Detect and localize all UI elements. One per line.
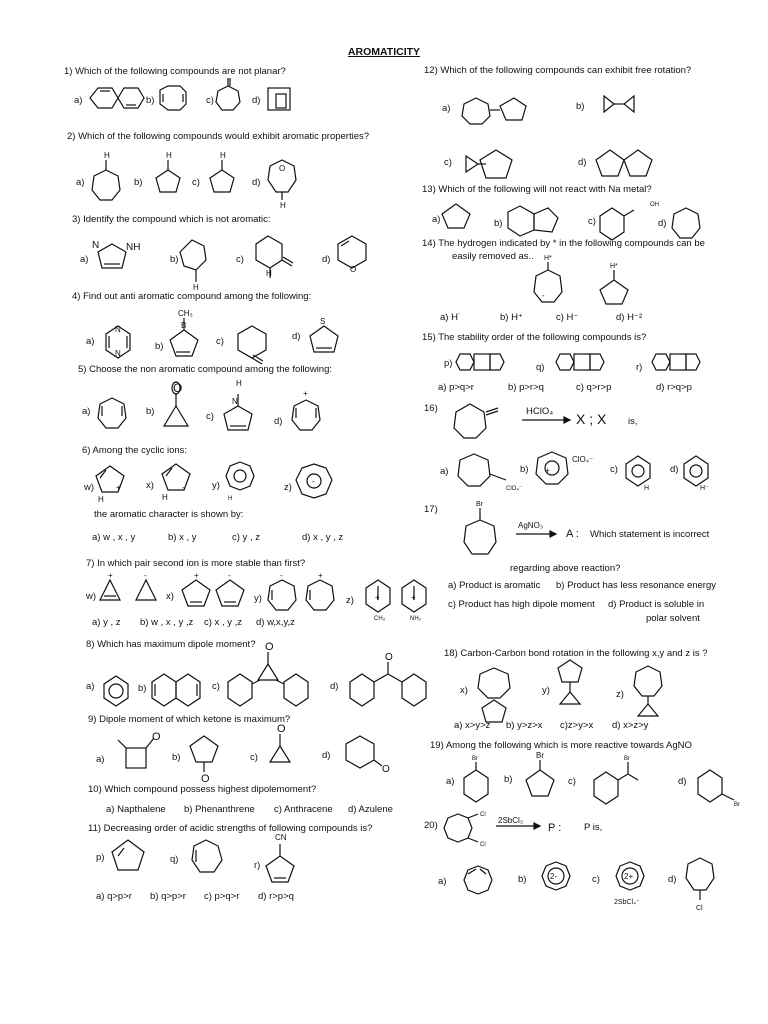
q1c-structure xyxy=(216,78,240,110)
q11p-structure xyxy=(112,840,144,870)
q12d-structure xyxy=(596,150,652,176)
q14a-structure xyxy=(534,262,562,302)
q4b-atom-B: B xyxy=(181,321,187,330)
q16-number: 16) xyxy=(424,403,438,414)
q6-ans-d: d) x , y , z xyxy=(302,532,344,543)
q20-counterion: 2SbCl₄⁻ xyxy=(614,899,640,906)
q8-question: 8) Which has maximum dipole moment? xyxy=(86,639,256,650)
q18-label-x: x) xyxy=(460,685,468,696)
q19-opt-d: d) xyxy=(678,776,687,787)
q3c-atom-H: H xyxy=(266,269,272,278)
q17-ans-a: a) Product is aromatic xyxy=(448,580,541,591)
q9-opt-c: c) xyxy=(250,752,258,763)
q7-ans-d: d) w,x,y,z xyxy=(256,617,295,628)
q6-label-y: y) xyxy=(212,480,220,491)
q13-opt-b: b) xyxy=(494,218,503,229)
q20-reactant xyxy=(444,814,478,842)
q6-question: 6) Among the cyclic ions: xyxy=(82,445,188,456)
q3-opt-a: a) xyxy=(80,254,89,265)
q9d-structure xyxy=(346,736,382,768)
q9a-structure xyxy=(118,738,154,768)
q2d-atom-H: H xyxy=(280,201,286,210)
q9-opt-d: d) xyxy=(322,750,331,761)
q6w-charge: + xyxy=(116,483,121,492)
q10-ans-b: b) Phenanthrene xyxy=(184,804,255,815)
q20-atom-Cl2: Cl xyxy=(480,842,486,848)
q13-opt-c: c) xyxy=(588,216,596,227)
q16c-structure xyxy=(626,456,650,486)
q11r-atom-CN: CN xyxy=(275,833,287,842)
q16c-atom-H: H xyxy=(644,485,650,492)
q18-label-y: y) xyxy=(542,685,550,696)
q5b-atom-O: O xyxy=(173,381,183,395)
q11-label-p: p) xyxy=(96,852,105,863)
q19-opt-a: a) xyxy=(446,776,455,787)
q5-opt-c: c) xyxy=(206,411,214,422)
q9c-structure xyxy=(270,734,290,762)
q7-label-x: x) xyxy=(166,591,174,602)
q7w-pair xyxy=(100,580,156,600)
q15q-structure xyxy=(556,354,604,370)
q20-opt-c: c) xyxy=(592,874,600,885)
q13c-atom-OH: OH xyxy=(650,202,659,208)
q17-reactant xyxy=(464,508,496,554)
q9a-atom-O: O xyxy=(152,731,161,743)
q9-opt-a: a) xyxy=(96,754,105,765)
q14-ans-c: c) H⁻ xyxy=(556,312,579,323)
q9b-atom-O: O xyxy=(201,773,210,785)
q12-opt-a: a) xyxy=(442,103,451,114)
q5-opt-b: b) xyxy=(146,406,155,417)
q20-opt-d: d) xyxy=(668,874,677,885)
q3c-structure xyxy=(256,236,293,278)
q7y-charge: - xyxy=(280,571,283,580)
q3a-atom-N: N xyxy=(92,240,100,251)
q1-question: 1) Which of the following compounds are not planar? xyxy=(64,66,286,77)
q16-opt-a: a) xyxy=(440,466,449,477)
q11-ans-b: b) q>p>r xyxy=(150,891,186,902)
q5a-structure xyxy=(98,398,126,428)
q13-question: 13) Which of the following will not react with Na metal? xyxy=(422,184,652,195)
q11r-structure xyxy=(266,844,294,882)
q16-opt-d: d) xyxy=(670,464,679,475)
q14a-atom-H: H* xyxy=(544,255,552,262)
q10-ans-c: c) Anthracene xyxy=(274,804,333,815)
q8-opt-a: a) xyxy=(86,681,95,692)
q15r-structure xyxy=(652,354,700,370)
q6y-atom-H: H xyxy=(228,496,233,502)
q10-question: 10) Which compound possess highest dipolemoment? xyxy=(88,784,317,795)
q11-label-r: r) xyxy=(254,860,261,871)
q19d-atom-Br: Br xyxy=(734,802,740,808)
q20-suffix: P is, xyxy=(584,822,603,833)
q18-ans-b: b) y>z>x xyxy=(506,720,543,731)
q8c-structure xyxy=(228,652,308,706)
q16b-atom-ClO4: ClO₄⁻ xyxy=(572,455,594,464)
q18-ans-d: d) x>z>y xyxy=(612,720,649,731)
q14-question: 14) The hydrogen indicated by * in the following compounds can be xyxy=(422,238,705,249)
q11-ans-c: c) p>q>r xyxy=(204,891,240,902)
q14a-charge: - xyxy=(542,291,545,300)
q17-atom-Br: Br xyxy=(476,501,483,508)
q14-question-cont: easily removed as.. xyxy=(452,251,534,262)
q18x-structure xyxy=(478,668,510,722)
q14-ans-a: a) H˙ xyxy=(440,312,462,323)
q19b-structure xyxy=(526,760,554,796)
q1a-structure xyxy=(90,88,144,108)
q4a-atom-N2: N xyxy=(115,349,121,358)
q4-opt-a: a) xyxy=(86,336,95,347)
q7-ans-b: b) w , x , y ,z xyxy=(140,617,194,628)
q11-ans-d: d) r>p>q xyxy=(258,891,294,902)
q13b-structure xyxy=(508,206,558,236)
q17-ans-c: c) Product has high dipole moment xyxy=(448,599,595,610)
q2d-atom-O: O xyxy=(279,164,286,173)
q5d-charge: + xyxy=(303,389,308,398)
q13d-structure xyxy=(672,208,700,238)
q17-ans-b: b) Product has less resonance energy xyxy=(556,580,717,591)
q16b-structure xyxy=(536,452,568,484)
q6-label-w: w) xyxy=(84,482,95,493)
q7w-charge: + xyxy=(108,571,113,580)
q4-opt-d: d) xyxy=(292,331,301,342)
q16-suffix: is, xyxy=(628,416,638,427)
q7x2-charge: - xyxy=(228,571,231,580)
q8d-structure xyxy=(350,662,426,706)
q16-reactant xyxy=(454,404,498,438)
q1-opt-a: a) xyxy=(74,95,83,106)
q1-opt-b: b) xyxy=(146,95,155,106)
q15-ans-b: b) p>r>q xyxy=(508,382,544,393)
q15-ans-a: a) p>q>r xyxy=(438,382,474,393)
q20b-charge: 2- xyxy=(550,872,558,881)
q10-ans-a: a) Napthalene xyxy=(106,804,166,815)
q8-opt-b: b) xyxy=(138,683,147,694)
q19a-atom-Br: Br xyxy=(472,756,478,762)
q13c-structure xyxy=(600,208,634,240)
q6-stem: the aromatic character is shown by: xyxy=(94,509,244,520)
q19c-structure xyxy=(594,762,638,804)
q15-ans-c: c) q>r>p xyxy=(576,382,612,393)
q6-ans-a: a) w , x , y xyxy=(92,532,136,543)
q8d-atom-O: O xyxy=(385,652,393,663)
q2a-atom-H: H xyxy=(104,151,110,160)
q3-question: 3) Identify the compound which is not aromatic: xyxy=(72,214,271,225)
q4a-atom-N: N xyxy=(115,325,121,334)
q5c-atom-N: N xyxy=(232,397,238,406)
q5c-atom-H: H xyxy=(236,379,242,388)
q20a-structure xyxy=(464,866,492,894)
q11-ans-a: a) q>p>r xyxy=(96,891,132,902)
q11-question: 11) Decreasing order of acidic strengths of following compounds is? xyxy=(88,823,373,834)
q7-ans-c: c) x , y ,z xyxy=(204,617,242,628)
q5d-structure xyxy=(292,400,320,430)
q7-label-w: w) xyxy=(86,591,97,602)
q8c-atom-O: O xyxy=(265,641,274,653)
q16-opt-b: b) xyxy=(520,464,529,475)
q16-opt-c: c) xyxy=(610,464,618,475)
q2b-structure xyxy=(156,160,180,192)
q6-ans-c: c) y , z xyxy=(232,532,260,543)
q4d-atom-S: S xyxy=(320,317,326,326)
q11-label-q: q) xyxy=(170,854,179,865)
q7-ans-a: a) y , z xyxy=(92,617,121,628)
q3d-structure xyxy=(338,236,366,268)
q16-reagent: HClO₄ xyxy=(526,406,554,417)
q2c-structure xyxy=(210,160,234,192)
q9b-structure xyxy=(190,736,218,772)
q20-opt-a: a) xyxy=(438,876,447,887)
q12c-structure xyxy=(466,150,512,178)
q6-label-x: x) xyxy=(146,480,154,491)
q17-product: A : xyxy=(566,528,579,540)
q4-opt-b: b) xyxy=(155,341,164,352)
q15-question: 15) The stability order of the following compounds is? xyxy=(422,332,647,343)
q3a-atom-NH: NH xyxy=(126,242,141,253)
q12-opt-c: c) xyxy=(444,157,452,168)
q5c-structure xyxy=(224,394,252,430)
q20-reagent: 2SbCl₃ xyxy=(498,816,524,825)
q10-ans-d: d) Azulene xyxy=(348,804,393,815)
q3d-atom-O: O xyxy=(350,265,357,274)
q20-atom-Cl: Cl xyxy=(480,812,486,818)
q15-ans-d: d) r>q>p xyxy=(656,382,692,393)
q1-opt-d: d) xyxy=(252,95,261,106)
q9-opt-b: b) xyxy=(172,752,181,763)
q12-question: 12) Which of the following compounds can exhibit free rotation? xyxy=(424,65,692,76)
q3b-atom-H: H xyxy=(193,283,199,292)
q17-ans-d: d) Product is soluble in xyxy=(608,599,705,610)
q3-opt-c: c) xyxy=(236,254,244,265)
q7-label-z: z) xyxy=(346,595,354,606)
q2b-atom-H: H xyxy=(166,151,172,160)
q5-opt-a: a) xyxy=(82,406,91,417)
q17-ans-d-cont: polar solvent xyxy=(646,613,700,624)
q18y-structure xyxy=(558,660,582,704)
q20-opt-b: b) xyxy=(518,874,527,885)
q17-stem: regarding above reaction? xyxy=(510,563,621,574)
q12-opt-b: b) xyxy=(576,101,585,112)
q18z-structure xyxy=(634,666,662,716)
q8-opt-c: c) xyxy=(212,681,220,692)
q7z-atom-NH2: NH₂ xyxy=(410,616,421,622)
q4b-atom-CH3: CH₃ xyxy=(178,309,193,318)
q19a-structure xyxy=(464,762,488,802)
q14b-structure xyxy=(600,270,628,304)
q1d-structure xyxy=(268,88,290,110)
q6w-atom-H: H xyxy=(98,495,104,504)
q19b-atom-Br: Br xyxy=(536,751,544,760)
q14b-atom-H: H* xyxy=(610,263,618,270)
q3b-structure xyxy=(180,240,206,282)
q2-opt-b: b) xyxy=(134,177,143,188)
q18-question: 18) Carbon-Carbon bond rotation in the following x,y and z is ? xyxy=(444,648,708,659)
q6y-structure xyxy=(226,462,254,490)
q6x-structure xyxy=(162,464,190,490)
q6-label-z: z) xyxy=(284,482,292,493)
q19-opt-b: b) xyxy=(504,774,513,785)
q6z-charge: - xyxy=(312,477,315,486)
q16d-structure xyxy=(684,456,708,486)
q7z-atom-CH3: CH₃ xyxy=(374,616,386,622)
q6-ans-b: b) x , y xyxy=(168,532,197,543)
q4d-structure xyxy=(310,326,338,352)
q20d-atom-Cl: Cl xyxy=(696,905,703,912)
q15-label-q: q) xyxy=(536,362,545,373)
q2-opt-d: d) xyxy=(252,177,261,188)
q2-question: 2) Which of the following compounds would exhibit aromatic properties? xyxy=(67,131,370,142)
q20-product: P : xyxy=(548,822,562,834)
q14-ans-b: b) H⁺ xyxy=(500,312,523,323)
q15-label-p: p) xyxy=(444,358,453,369)
q6x-charge: - xyxy=(182,483,185,492)
q8b-structure xyxy=(152,674,200,706)
q13-opt-a: a) xyxy=(432,214,441,225)
q3a-structure xyxy=(98,244,126,268)
q18-ans-a: a) x>y>z xyxy=(454,720,491,731)
q9-question: 9) Dipole moment of which ketone is maximum? xyxy=(88,714,291,725)
q15p-structure xyxy=(456,354,504,370)
q20-number: 20) xyxy=(424,820,438,831)
q7x-pair xyxy=(182,580,244,606)
q17-number: 17) xyxy=(424,504,438,515)
q7z2-charge: + xyxy=(411,593,416,602)
q8a-structure xyxy=(104,676,128,706)
q4-question: 4) Find out anti aromatic compound among the following: xyxy=(72,291,312,302)
q2-opt-c: c) xyxy=(192,177,200,188)
q13-opt-d: d) xyxy=(658,218,667,229)
q7-question: 7) In which pair second ion is more stable than first? xyxy=(86,558,306,569)
q7-label-y: y) xyxy=(254,593,262,604)
q18-ans-c: c)z>y>x xyxy=(560,720,594,731)
q19d-structure xyxy=(698,770,734,802)
q15-label-r: r) xyxy=(636,362,643,373)
q2-opt-a: a) xyxy=(76,177,85,188)
q13a-structure xyxy=(442,204,470,228)
q17-reagent: AgNO₃ xyxy=(518,521,544,530)
q5-opt-d: d) xyxy=(274,416,283,427)
q7w2-charge: - xyxy=(144,571,147,580)
q20c-charge: 2+ xyxy=(624,872,634,881)
q7y2-charge: + xyxy=(318,571,323,580)
q20d-structure xyxy=(686,858,714,900)
q11q-structure xyxy=(192,840,222,872)
q2a-structure xyxy=(92,160,120,200)
q16a-structure xyxy=(458,454,506,486)
q7y-pair xyxy=(268,580,334,610)
q9c-atom-O: O xyxy=(277,723,286,735)
q12-opt-d: d) xyxy=(578,157,587,168)
q12b-structure xyxy=(604,96,634,112)
q1b-structure xyxy=(160,86,186,110)
q7z-charge: + xyxy=(375,593,380,602)
q8-opt-d: d) xyxy=(330,681,339,692)
q1-opt-c: c) xyxy=(206,95,214,106)
q4-opt-c: c) xyxy=(216,336,224,347)
q6x-atom-H: H xyxy=(162,493,168,502)
q18-label-z: z) xyxy=(616,689,624,700)
q16-product: X ; X xyxy=(576,411,607,427)
q3-opt-d: d) xyxy=(322,254,331,265)
q19-question: 19) Among the following which is more reactive towards AgNO xyxy=(430,740,692,751)
q19c-atom-Br: Br xyxy=(624,756,630,762)
q16d-atom-H: H⁻ xyxy=(700,485,709,492)
q9d-atom-O: O xyxy=(382,764,390,775)
q2c-atom-H: H xyxy=(220,151,226,160)
q12a-structure xyxy=(462,98,526,124)
q5-question: 5) Choose the non aromatic compound among the following: xyxy=(78,364,333,375)
q17-statement: Which statement is incorrect xyxy=(590,529,710,540)
q14-ans-d: d) H⁻² xyxy=(616,312,643,323)
q7x-charge: + xyxy=(194,571,199,580)
q3-opt-b: b) xyxy=(170,254,179,265)
q16b-charge: + xyxy=(545,466,550,475)
q4c-structure xyxy=(238,326,266,364)
page-title: AROMATICITY xyxy=(347,46,421,58)
q16a-atom-ClO4: ClO₄⁻ xyxy=(506,486,522,492)
q19-opt-c: c) xyxy=(568,776,576,787)
